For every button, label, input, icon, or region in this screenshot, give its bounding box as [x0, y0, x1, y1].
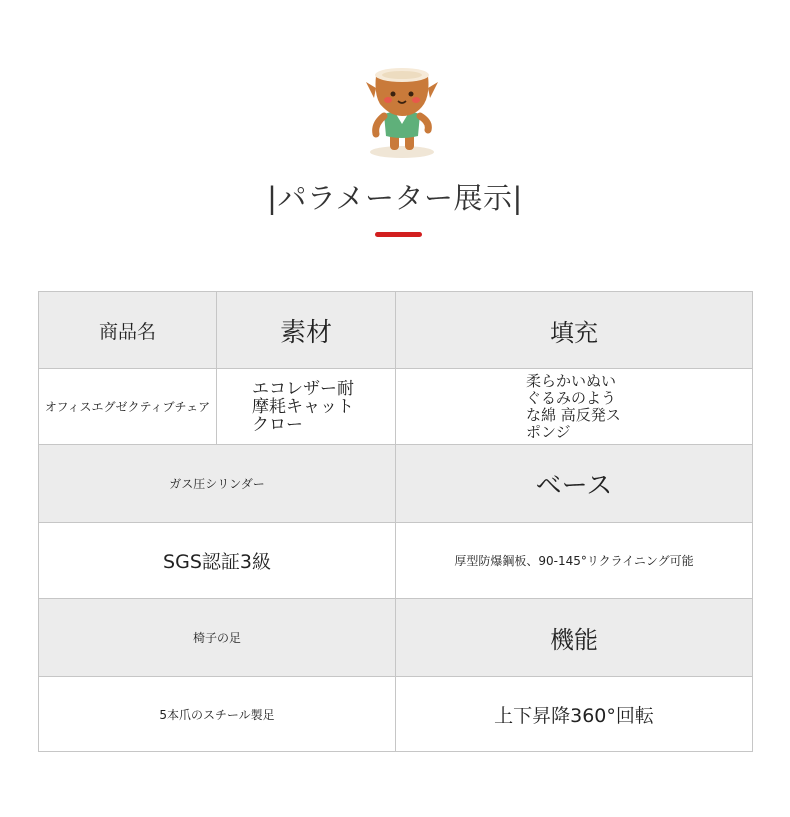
table-row [39, 369, 753, 445]
cell-product-name-label: 商品名 [39, 292, 217, 369]
table-row [39, 445, 753, 523]
title-underline [375, 232, 422, 237]
cell-sgs-certification: SGS認証3級 [39, 523, 396, 599]
table-row [39, 599, 753, 677]
cell-material-value [217, 369, 396, 445]
cell-filling-label: 填充 [396, 292, 753, 369]
parameter-table [38, 291, 753, 752]
cell-filling-value [396, 369, 753, 445]
cell-base-label: ベース [396, 445, 753, 523]
table-row [39, 677, 753, 752]
cell-base-value: 厚型防爆鋼板、90-145°リクライニング可能 [396, 523, 753, 599]
material-text: エコレザー耐摩耗キャットクロー [252, 378, 354, 435]
cell-chair-legs-label: 椅子の足 [39, 599, 396, 677]
cell-function-value: 上下昇降360°回転 [396, 677, 753, 752]
cell-material-label: 素材 [217, 292, 396, 369]
table-row [39, 523, 753, 599]
page-title: |パラメーター展示| [267, 181, 523, 215]
cell-product-name-value: オフィスエグゼクティブチェア [39, 369, 217, 445]
cell-chair-legs-value: 5本爪のスチール製足 [39, 677, 396, 752]
filling-text: 柔らかいぬいぐるみのような綿 高反発スポンジ [526, 371, 621, 441]
cell-function-label: 機能 [396, 599, 753, 677]
cell-gas-cylinder: ガス圧シリンダー [39, 445, 396, 523]
table-row [39, 292, 753, 369]
mascot-icon [364, 64, 440, 160]
